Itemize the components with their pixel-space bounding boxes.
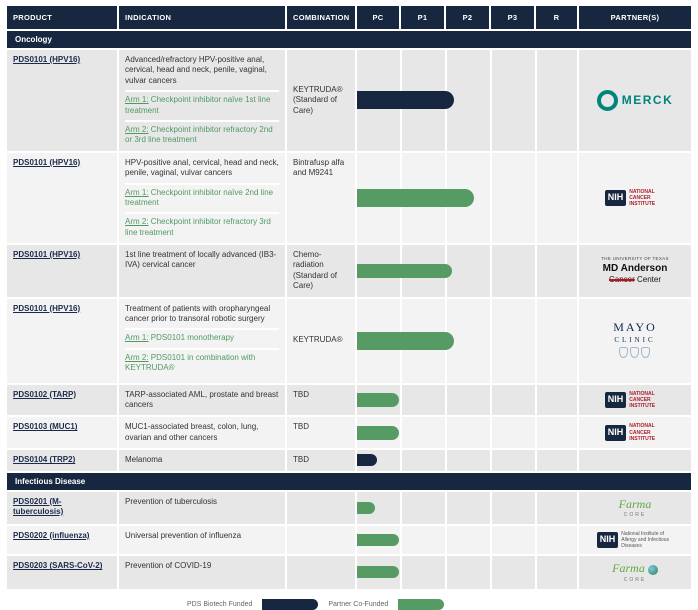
globe-icon	[648, 565, 658, 575]
farma-wordmark: Farma	[612, 561, 645, 576]
product-link[interactable]: PDS0104 (TRP2)	[13, 455, 76, 465]
indication-text: Universal prevention of influenza	[125, 530, 242, 540]
nih-nci-logo	[605, 391, 666, 410]
partner-cell	[579, 385, 691, 416]
combination-text: KEYTRUDA®	[293, 335, 343, 345]
progress-bar	[357, 189, 474, 207]
mayo-wordmark: MAYO	[613, 320, 657, 335]
progress-bar	[357, 264, 452, 278]
arm-1-label: Arm 1:	[125, 95, 149, 105]
table-row	[7, 450, 691, 472]
indication-cell	[119, 556, 287, 588]
phase-track	[357, 245, 579, 297]
indication-text: Prevention of COVID-19	[125, 561, 212, 571]
mayo-clinic-text: CLINIC	[614, 335, 656, 344]
partner-cell	[579, 299, 691, 383]
mda-wordmark: MD Anderson	[602, 263, 668, 275]
indication-text: HPV-positive anal, cervical, head and neck, penile, vaginal, vulvar cancers	[125, 157, 279, 178]
table-row	[7, 417, 691, 450]
indication-text: Melanoma	[125, 455, 163, 465]
md-anderson-logo	[601, 256, 669, 285]
progress-bar	[357, 502, 375, 514]
product-link[interactable]: PDS0201 (M-tuberculosis)	[13, 496, 64, 516]
legend-partner-bar	[398, 599, 444, 610]
shield-icon	[641, 347, 650, 358]
mayo-shields-icon	[613, 347, 657, 361]
indication-cell	[119, 153, 287, 243]
progress-bar	[357, 332, 454, 350]
product-cell	[7, 417, 119, 448]
merck-logo	[597, 90, 674, 111]
phase-track	[357, 450, 579, 470]
arm-2	[125, 348, 279, 374]
indication-text: Advanced/refractory HPV-positive anal, cervical, head and neck, penile, vaginal, vulvar cancers	[125, 55, 267, 85]
progress-bar	[357, 91, 454, 109]
table-row	[7, 492, 691, 526]
table-row	[7, 385, 691, 418]
shield-icon	[619, 347, 628, 358]
product-link[interactable]: PDS0202 (influenza)	[13, 530, 90, 540]
arm-1-text: PDS0101 monotherapy	[150, 333, 234, 343]
product-cell	[7, 245, 119, 297]
partner-cell	[579, 417, 691, 448]
table-row	[7, 153, 691, 245]
indication-text: Prevention of tuberculosis	[125, 496, 218, 506]
farma-core-text: CORE	[623, 577, 647, 584]
legend-pds-bar	[262, 599, 318, 610]
phase-track	[357, 299, 579, 383]
product-cell	[7, 450, 119, 470]
partner-cell	[579, 556, 691, 588]
combination-text: KEYTRUDA® (Standard of Care)	[293, 84, 343, 115]
phase-track	[357, 153, 579, 243]
product-link[interactable]: PDS0102 (TARP)	[13, 389, 76, 399]
section-oncology-label: Oncology	[15, 35, 52, 44]
arm-2	[125, 212, 279, 238]
combination-text: TBD	[293, 422, 309, 432]
indication-cell	[119, 492, 287, 524]
niaid-wordmark: National Institute of Allergy and Infectious Diseases	[621, 530, 670, 550]
table-row	[7, 556, 691, 590]
mayo-clinic-logo	[613, 320, 657, 361]
nih-niaid-logo	[597, 531, 674, 550]
nci-wordmark: NATIONAL CANCER INSTITUTE	[629, 423, 656, 442]
col-header-p2: P2	[446, 6, 491, 29]
col-header-combination: COMBINATION	[287, 6, 357, 29]
indication-cell	[119, 299, 287, 383]
section-infectious-label: Infectious Disease	[15, 476, 86, 486]
indication-text: TARP-associated AML, prostate and breast cancers	[125, 389, 279, 410]
arm-2-text: PDS0101 in combination with KEYTRUDA®	[125, 352, 256, 373]
table-row	[7, 526, 691, 557]
combination-cell	[287, 526, 357, 555]
farmacore-logo	[619, 497, 652, 519]
indication-cell	[119, 50, 287, 151]
combination-cell	[287, 153, 357, 243]
col-header-r: R	[536, 6, 579, 29]
mda-center-text: Center	[637, 275, 662, 285]
product-link[interactable]: PDS0101 (HPV16)	[13, 303, 81, 313]
product-cell	[7, 50, 119, 151]
col-header-p3: P3	[491, 6, 536, 29]
table-row	[7, 50, 691, 153]
product-link[interactable]: PDS0101 (HPV16)	[13, 157, 81, 167]
combination-text: TBD	[293, 389, 309, 399]
arm-1	[125, 328, 279, 343]
combination-cell	[287, 450, 357, 470]
legend-pds-label: PDS Biotech Funded	[187, 600, 253, 608]
farmacore-logo	[612, 561, 658, 583]
progress-bar	[357, 566, 399, 578]
arm-1-label: Arm 1:	[125, 333, 149, 343]
nih-mark: NIH	[605, 392, 627, 408]
table-header	[7, 6, 691, 31]
arm-2-text: Checkpoint inhibitor refractory 2nd or 3rd line treatment	[125, 124, 273, 145]
partner-cell	[579, 526, 691, 555]
phase-track	[357, 417, 579, 448]
mda-university-line: THE UNIVERSITY OF TEXAS	[601, 256, 669, 262]
arm-1	[125, 90, 279, 116]
partner-cell	[579, 50, 691, 151]
combination-cell	[287, 556, 357, 588]
indication-cell	[119, 417, 287, 448]
combination-cell	[287, 385, 357, 416]
product-link[interactable]: PDS0103 (MUC1)	[13, 422, 78, 432]
progress-bar	[357, 393, 399, 407]
mda-cancer-strike: Cancer	[608, 275, 635, 285]
arm-2-text: Checkpoint inhibitor refractory 3rd line treatment	[125, 217, 271, 237]
product-cell	[7, 492, 119, 524]
merck-wordmark: MERCK	[621, 92, 674, 107]
table-row	[7, 299, 691, 385]
col-header-partners: PARTNER(S)	[610, 13, 660, 22]
combination-text: TBD	[293, 455, 309, 465]
section-infectious-disease	[7, 473, 691, 492]
progress-bar	[357, 534, 399, 546]
product-link[interactable]: PDS0101 (HPV16)	[13, 55, 81, 64]
combination-cell	[287, 299, 357, 383]
product-cell	[7, 299, 119, 383]
arm-2	[125, 120, 279, 146]
farma-core-text: CORE	[623, 512, 647, 519]
progress-bar	[357, 454, 377, 466]
product-cell	[7, 385, 119, 416]
col-header-product: PRODUCT	[7, 6, 119, 29]
combination-text: Bintrafusp alfa and M9241	[293, 157, 345, 178]
phase-track	[357, 385, 579, 416]
nci-wordmark: NATIONAL CANCER INSTITUTE	[629, 188, 656, 208]
nih-mark: NIH	[597, 532, 619, 548]
arm-2-label: Arm 2:	[125, 217, 149, 227]
combination-cell	[287, 50, 357, 151]
indication-text: Treatment of patients with oropharyngeal cancer prior to transoral robotic surgery	[125, 303, 271, 324]
col-header-indication: INDICATION	[119, 6, 287, 29]
indication-text: 1st line treatment of locally advanced (IB3-IVA) cervical cancer	[125, 250, 277, 270]
partner-cell	[579, 450, 691, 470]
table-row	[7, 245, 691, 299]
arm-1	[125, 183, 279, 209]
arm-2-label: Arm 2:	[125, 124, 149, 134]
nih-mark: NIH	[605, 190, 627, 206]
combination-cell	[287, 492, 357, 524]
partner-cell	[579, 153, 691, 243]
phase-track	[357, 492, 579, 524]
combination-text: Chemo-radiation (Standard of Care)	[293, 250, 338, 291]
legend-partner-label: Partner Co-Funded	[328, 600, 389, 608]
combination-cell	[287, 245, 357, 297]
progress-bar	[357, 426, 399, 440]
indication-cell	[119, 526, 287, 555]
legend	[187, 599, 691, 610]
product-cell	[7, 526, 119, 555]
arm-1-text: Checkpoint inhibitor naïve 2nd line treatment	[125, 187, 274, 207]
mda-cancer-center-line	[601, 275, 669, 285]
merck-ball-icon	[597, 90, 618, 111]
nih-mark: NIH	[605, 425, 627, 441]
partner-cell	[579, 245, 691, 297]
shield-icon	[630, 347, 639, 358]
arm-1-label: Arm 1:	[125, 187, 149, 197]
partner-cell	[579, 492, 691, 524]
phase-track	[357, 526, 579, 555]
product-link[interactable]: PDS0101 (HPV16)	[13, 250, 81, 260]
indication-cell	[119, 245, 287, 297]
product-link[interactable]: PDS0203 (SARS-CoV-2)	[13, 561, 103, 571]
col-header-pc: PC	[357, 6, 401, 29]
product-cell	[7, 556, 119, 588]
section-oncology	[7, 31, 691, 50]
indication-text: MUC1-associated breast, colon, lung, ovarian and other cancers	[125, 422, 259, 442]
nih-nci-logo	[605, 189, 666, 208]
indication-cell	[119, 450, 287, 470]
phase-track	[357, 50, 579, 151]
arm-2-label: Arm 2:	[125, 352, 149, 362]
col-header-p1: P1	[401, 6, 446, 29]
product-cell	[7, 153, 119, 243]
arm-1-text: Checkpoint inhibitor naïve 1st line treatment	[125, 95, 271, 115]
phase-track	[357, 556, 579, 588]
nih-nci-logo	[605, 423, 666, 442]
indication-cell	[119, 385, 287, 416]
farma-wordmark: Farma	[618, 496, 652, 511]
combination-cell	[287, 417, 357, 448]
nci-wordmark: NATIONAL CANCER INSTITUTE	[629, 390, 656, 410]
